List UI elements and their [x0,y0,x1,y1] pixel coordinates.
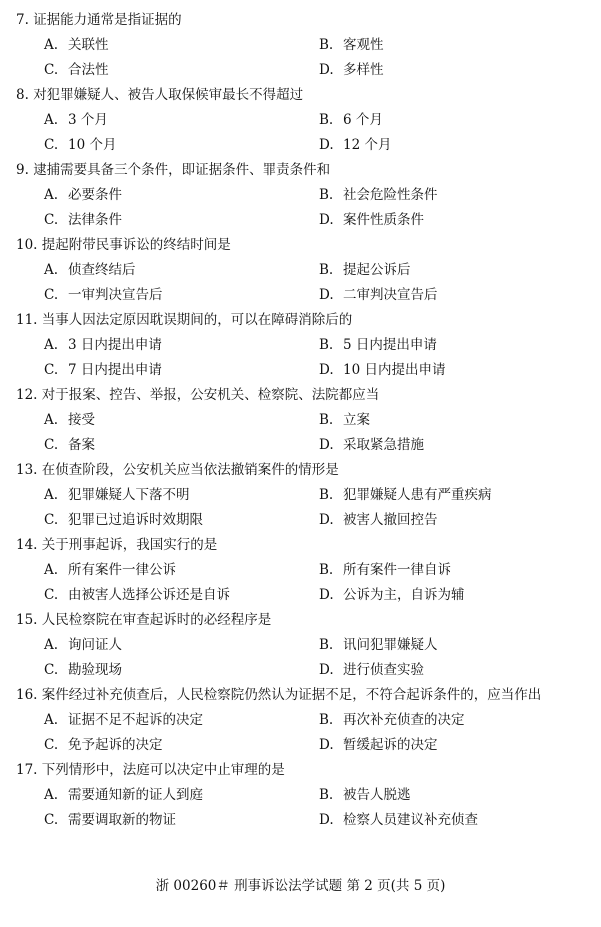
option-c: C. 一审判决宣告后 [44,287,163,303]
option-c: C. 备案 [44,437,95,453]
option-group [0,408,601,458]
question-text: 在侦查阶段，公安机关应当依法撤销案件的情形是 [41,462,339,478]
question-stem [0,383,601,408]
option-group [0,708,601,758]
question-stem [0,233,601,258]
option-d: D. 被害人撤回控告 [319,512,438,528]
option-b: B. 客观性 [319,37,384,53]
option-c: C. 7 日内提出申请 [44,362,162,378]
option-group [0,183,601,233]
question-text: 下列情形中，法庭可以决定中止审理的是 [41,762,285,778]
question-8 [0,83,601,158]
question-10 [0,233,601,308]
question-11 [0,308,601,383]
question-stem [0,683,601,708]
question-stem [0,8,601,33]
option-d: D. 案件性质条件 [319,212,424,228]
option-d: D. 暂缓起诉的决定 [319,737,438,753]
question-text: 逮捕需要具备三个条件，即证据条件、罪责条件和 [33,162,331,178]
option-a: A. 所有案件一律公诉 [44,562,176,578]
option-a: A. 3 个月 [44,112,108,128]
page-footer: 浙 00260＃ 刑事诉讼法学试题 第 2 页(共 5 页) [155,878,446,894]
option-a: A. 关联性 [44,37,109,53]
option-b: B. 社会危险性条件 [319,187,438,203]
question-number: 14. [16,537,38,553]
option-c: C. 法律条件 [44,212,122,228]
option-d: D. 采取紧急措施 [319,437,424,453]
option-a: A. 3 日内提出申请 [44,337,162,353]
option-a: A. 询问证人 [44,637,122,653]
option-b: B. 6 个月 [319,112,383,128]
option-group [0,258,601,308]
question-stem [0,758,601,783]
question-15 [0,608,601,683]
option-group [0,333,601,383]
question-text: 关于刑事起诉，我国实行的是 [41,537,218,553]
question-12 [0,383,601,458]
option-a: A. 接受 [44,412,95,428]
option-group [0,783,601,833]
question-number: 11. [16,312,38,328]
question-text: 人民检察院在审查起诉时的必经程序是 [41,612,272,628]
question-stem [0,83,601,108]
question-number: 17. [16,762,38,778]
question-list [0,8,601,833]
question-number: 7. [16,12,29,28]
option-d: D. 公诉为主，自诉为辅 [319,587,465,603]
option-c: C. 由被害人选择公诉还是自诉 [44,587,230,603]
option-a: A. 必要条件 [44,187,122,203]
question-7 [0,8,601,83]
question-number: 13. [16,462,38,478]
option-a: A. 侦查终结后 [44,262,136,278]
question-number: 10. [16,237,38,253]
option-c: C. 免予起诉的决定 [44,737,163,753]
question-text: 案件经过补充侦查后，人民检察院仍然认为证据不足，不符合起诉条件的，应当作出 [41,687,542,703]
option-group [0,633,601,683]
option-d: D. 多样性 [319,62,384,78]
option-d: D. 进行侦查实验 [319,662,424,678]
option-b: B. 所有案件一律自诉 [319,562,451,578]
option-d: D. 二审判决宣告后 [319,287,438,303]
option-a: A. 证据不足不起诉的决定 [44,712,203,728]
question-text: 当事人因法定原因耽误期间的，可以在障碍消除后的 [41,312,353,328]
option-group [0,483,601,533]
question-16 [0,683,601,758]
question-stem [0,533,601,558]
question-stem [0,158,601,183]
option-d: D. 12 个月 [319,137,392,153]
option-group [0,33,601,83]
option-d: D. 10 日内提出申请 [319,362,446,378]
option-b: B. 立案 [319,412,370,428]
option-b: B. 再次补充侦查的决定 [319,712,465,728]
option-b: B. 讯问犯罪嫌疑人 [319,637,438,653]
option-d: D. 检察人员建议补充侦查 [319,812,478,828]
option-b: B. 5 日内提出申请 [319,337,437,353]
option-b: B. 被告人脱逃 [319,787,411,803]
question-text: 对犯罪嫌疑人、被告人取保候审最长不得超过 [33,87,304,103]
option-c: C. 需要调取新的物证 [44,812,176,828]
question-9 [0,158,601,233]
question-14 [0,533,601,608]
question-text: 证据能力通常是指证据的 [33,12,182,28]
question-stem [0,458,601,483]
question-number: 12. [16,387,38,403]
option-c: C. 10 个月 [44,137,117,153]
option-a: A. 需要通知新的证人到庭 [44,787,203,803]
question-13 [0,458,601,533]
option-c: C. 合法性 [44,62,109,78]
option-group [0,558,601,608]
option-b: B. 提起公诉后 [319,262,411,278]
question-stem [0,608,601,633]
question-number: 9. [16,162,29,178]
question-text: 对于报案、控告、举报，公安机关、检察院、法院都应当 [41,387,380,403]
question-stem [0,308,601,333]
question-number: 15. [16,612,38,628]
option-group [0,108,601,158]
option-b: B. 犯罪嫌疑人患有严重疾病 [319,487,492,503]
question-number: 16. [16,687,38,703]
option-c: C. 犯罪已过追诉时效期限 [44,512,203,528]
question-number: 8. [16,87,29,103]
question-text: 提起附带民事诉讼的终结时间是 [41,237,231,253]
option-c: C. 勘验现场 [44,662,122,678]
question-17 [0,758,601,833]
option-a: A. 犯罪嫌疑人下落不明 [44,487,190,503]
